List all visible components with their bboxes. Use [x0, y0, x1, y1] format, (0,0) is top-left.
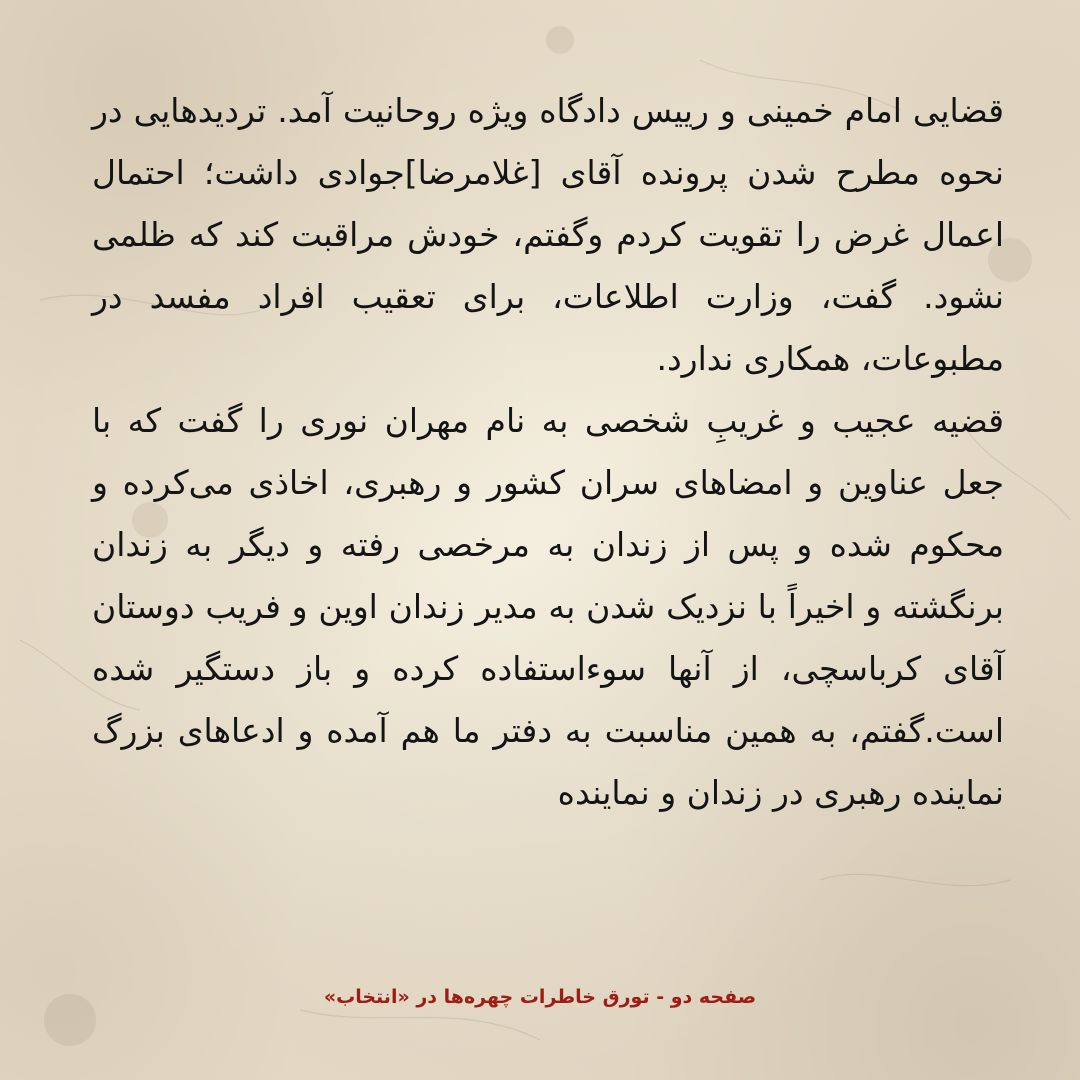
article-text: [92, 80, 1004, 824]
article-paragraph-1: قضایی امام خمینی و رییس دادگاه ویژه روحانیت آمد. تردیدهایی در نحوه مطرح شدن پرونده آقای [غلامرضا]جوادی داشت؛ احتمال اعمال غرض را تقویت کردم وگفتم، خودش مراقبت کند که ظلمی نشود. گفت، وزارت اطلاعات، برای تعقیب افراد مفسد در مطبوعات، همکاری ندارد.: [92, 91, 1004, 378]
article-body: [92, 80, 1004, 970]
footer-credit: صفحه دو - تورق خاطرات چهره‌ها در «انتخاب»: [323, 986, 757, 1008]
article-paragraph-2: قضیه عجیب و غریبِ شخصی به نام مهران نوری را گفت که با جعل عناوین و امضاهای سران کشور و رهبری، اخاذی می‌کرده و محکوم شده و پس از زندان به مرخصی رفته و دیگر به زندان برنگشته و اخیراً با نزدیک شدن به مدیر زندان اوین و فریب دوستان آقای کرباسچی، از آنها سوءاستفاده کرده و باز دستگیر شده است.گفتم، به همین مناسبت به دفتر ما هم آمده و ادعاهای بزرگ نماینده رهبری در زندان و نماینده: [92, 401, 1004, 812]
